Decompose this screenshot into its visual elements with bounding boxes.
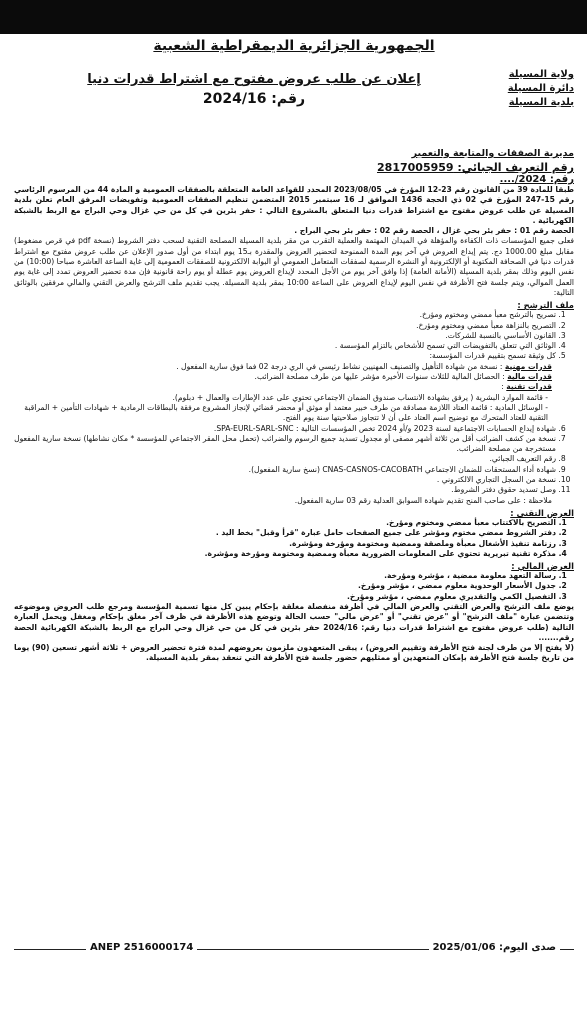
technical-means-list bbox=[14, 393, 574, 424]
list-item: 4. الوثائق التي تتعلق بالتفويضات التي تسمح للأشخاص بالتزام المؤسسة . bbox=[14, 341, 556, 351]
closing-paragraph: يوضع ملف الترشح والعرض التقني والعرض المالي في أظرفة منفصلة مغلقة بإحكام يبين كل منها تسمية المؤسسة ومرجع طلب العروض وموضوعه وتتضمن عبارة "ملف الترشح" أو "عرض تقني" أو "عرض مالي" حسب الحالة وتوضع هذه الأظرفة في ظرف آخر مغلق بإحكام ومغفل ويحمل العبارة التالية (طلب عروض مفتوح مع اشتراط قدرات دنيا رقم: 2024/16 حفر بئرين في كل من حي غزال وحي البراج مع الربط بالشبكة الكهربائية الحصة رقم....... bbox=[14, 601, 574, 642]
list-item: - الوسائل المادية : قائمة العتاد اللازمة مصادقة من طرف خبير معتمد أو موثق أو محضر قضائي لإنجاز المشروع مرفقة بالبطاقات الرمادية + شهادات التأمين + المراقبة التقنية للعتاد المتحرك مع توضيح اسم العتاد على أن لا تتجاوز صلاحيتها سنة يوم الفتح. bbox=[24, 402, 548, 423]
footer bbox=[14, 938, 574, 960]
list-item: 10. نسخة من السجل التجاري الالكتروني . bbox=[14, 475, 556, 485]
top-black-bar bbox=[0, 0, 587, 34]
lots-paragraph: الحصة رقم 01 : حفر بئر بحي غزال ، الحصة رقم 02 : حفر بئر بحي البراج . bbox=[294, 226, 574, 236]
candidature-title: ملف الترشح : bbox=[517, 300, 574, 311]
capacity-financial: قدرات مالية : الحصائل المالية للثلاث سنوات الأخيرة مؤشر عليها من طرف مصلحة الضرائب. bbox=[254, 372, 552, 382]
invitation-paragraph: فعلى جميع المؤسسات ذات الكفاءة والمؤهلة في الميدان المهتمة والعملية التقرب من مقر بلدية المسيلة المصلحة التقنية لسحب دفتر الشروط (نسخة pdf في قرص مضغوط) مقابل مبلغ 1000.00 دج. يتم إيداع العروض في آخر يوم المدة الممنوحة لتحضير العروض والمقدرة بـ15 يوم ابتداء من أول صدور الإعلان عن طلب عروض مفتوح مع اشتراط قدرات دنيا في الصحافة المكتوبة أو الإلكترونية أو النشرة الرسمية لصفقات المتعامل العمومي أو البوابة الالكترونية للصفقات العمومية إلى غاية الساعة العاشرة صباحا (10:00) من نفس اليوم وذلك بمقر بلدية المسيلة (الأمانة العامة) إذا وافق آخر يوم من الأجل المحدد لإيداع العروض يوم عطلة أو يوم راحة قانونية فإن مدة تحضير العروض تمدد إلى غاية يوم العمل الموالي، ويتم جلسة فتح الأظرفة في نفس اليوم لإيداع العروض على الساعة 10:00 بمقر بلدية المسيلة. يجب تقديم ملف الترشح والعرض التقني والمالي مرفقين بالوثائق التالية: bbox=[14, 236, 575, 297]
title-block bbox=[54, 72, 454, 107]
list-item: 1. رسالة التعهد معلومة ممضية ، مؤشرة ومؤرخة. bbox=[14, 571, 556, 581]
list-item: 1. التصريح بالاكتتاب معبأ ممضي ومختوم ومؤرخ. bbox=[14, 518, 556, 528]
announcement-number: رقم: 2024/16 bbox=[202, 91, 306, 107]
daira-label: دائرة المسيلة bbox=[507, 83, 574, 94]
list-item: 1. تصريح بالترشح معبأ ممضي ومختوم ومؤرخ. bbox=[14, 310, 556, 320]
directorate-label: مديرية الصفقات والمتابعة والتعمير bbox=[411, 148, 574, 159]
list-item: - قائمة الموارد البشرية ( يرفق بشهادة الانتساب صندوق الضمان الاجتماعي تحتوي على عدد الإطارات والعمال + دبلوم). bbox=[172, 392, 548, 402]
list-item: 11. وصل تسديد حقوق دفتر الشروط. bbox=[14, 485, 556, 495]
authority-block bbox=[508, 68, 574, 110]
list-item: 4. مذكرة تقنية تبريرية تحتوي على المعلومات الضرورية معبأة وممضية ومختومة ومؤرخة ومؤشرة. bbox=[14, 549, 556, 559]
anep-number: ANEP 2516000174 bbox=[86, 942, 197, 953]
announcement-page bbox=[14, 36, 574, 664]
list-item: 5. كل وثيقة تسمح بتقييم قدرات المؤسسة: bbox=[14, 351, 556, 361]
baladia-label: بلدية المسيلة bbox=[508, 97, 574, 108]
announcement-title: إعلان عن طلب عروض مفتوح مع اشتراط قدرات دنيا bbox=[87, 72, 421, 87]
list-item: 3. رزنامة تنفيذ الأشغال معبأة وملصقة وممضية ومختومة ومؤرخة ومؤشرة. bbox=[14, 539, 556, 549]
capacity-professional: قدرات مهنية : نسخة من شهادة التأهيل والتصنيف المهنيين نشاط رئيسي في الري درجة 02 فما فوق سارية المفعول . bbox=[176, 361, 552, 371]
candidature-list-continued bbox=[14, 424, 574, 496]
wilaya-label: ولاية المسيلة bbox=[508, 69, 574, 80]
list-item: 7. نسخة من كشف الضرائب أقل من ثلاثة أشهر مصفى أو مجدول تسديد جميع الرسوم والضرائب (تحمل محل المقر الاجتماعي للمؤسسة * مكان نشاطها) نسخة سارية المفعول مستخرجة من مصلحة الضرائب. bbox=[14, 434, 556, 455]
reference-number: رقم: 2024/.... bbox=[499, 174, 574, 185]
publication-date: صدى اليوم: 2025/01/06 bbox=[429, 942, 560, 953]
list-item: 8. رقم التعريف الجبائي. bbox=[14, 454, 556, 464]
candidature-list bbox=[14, 310, 574, 361]
capacity-technical: قدرات تقنية : bbox=[501, 382, 552, 392]
list-item: 2. دفتر الشروط ممضي مختوم ومؤشر على جميع الصفحات حامل عبارة "قرأ وقبل" بخط اليد . bbox=[14, 528, 556, 538]
closing-paragraph-2: (لا يفتح إلا من طرف لجنة فتح الأظرفة وتقييم العروض) ، يبقى المتعهدون ملزمون بعروضهم لمدة فترة تحضير العروض + ثلاثة أشهر تسعين (90) يوما من تاريخ جلسة فتح الأظرفة بإمكان المتعهدين أو ممثليهم حضور جلسة فتح الأظرفة التي تنعقد بمقر بلدية المسيلة. bbox=[14, 643, 575, 663]
technical-offer-title: العرض التقني : bbox=[510, 507, 574, 518]
financial-offer-title: العرض المالي : bbox=[511, 561, 574, 572]
list-item: 2. جدول الأسعار الوحدوية معلوم ممضي ، مؤشر ومؤرخ. bbox=[14, 581, 556, 591]
technical-offer-list bbox=[14, 518, 574, 559]
tax-id: رقم التعريف الجبائي: 2817005959 bbox=[377, 161, 574, 174]
list-item: 3. التفصيل الكمي والتقديري معلوم ممضي ، مؤشر ومؤرخ. bbox=[14, 592, 556, 602]
list-item: 2. التصريح بالنزاهة معبأ ممضي ومختوم ومؤرخ. bbox=[14, 321, 556, 331]
list-item: 3. القانون الأساسي بالنسبة للشركات. bbox=[14, 331, 556, 341]
republic-heading: الجمهورية الجزائرية الديمقراطية الشعبية bbox=[153, 38, 435, 54]
financial-offer-list bbox=[14, 571, 574, 602]
list-item: 9. شهادة أداء المستحقات للضمان الاجتماعي CNAS-CASNOS-CACOBATH (نسخ سارية المفعول). bbox=[14, 465, 556, 475]
legal-paragraph: طبقا للمادة 39 من القانون رقم 23-12 المؤرخ في 2023/08/05 المحدد للقواعد العامة المتعلقة بالصفقات العمومية و المادة 44 من المرسوم الرئاسي رقم 15-247 المؤرخ في 02 ذي الحجة 1436 الموافق لـ 16 سبتمبر 2015 المتضمن تنظيم الصفقات العمومية وتفويضات المرفق العام تعلن بلدية المسيلة عن طلب عروض مفتوح مع اشتراط قدرات دنيا المتعلق بالمشروع التالي : حفر بئرين في كل من حي غزال وحي البراج مع الربط بالشبكة الكهربائية . bbox=[14, 185, 574, 225]
list-item: 6. شهادة إيداع الحسابات الاجتماعية لسنة 2023 و/أو 2024 تخص المؤسسات التالية : SPA-EURL-SARL-SNC. bbox=[14, 424, 556, 434]
header-block bbox=[14, 54, 574, 146]
note-paragraph: ملاحظة : على صاحب المنح تقديم شهادة السوابق العدلية رقم 03 سارية المفعول. bbox=[294, 495, 552, 505]
